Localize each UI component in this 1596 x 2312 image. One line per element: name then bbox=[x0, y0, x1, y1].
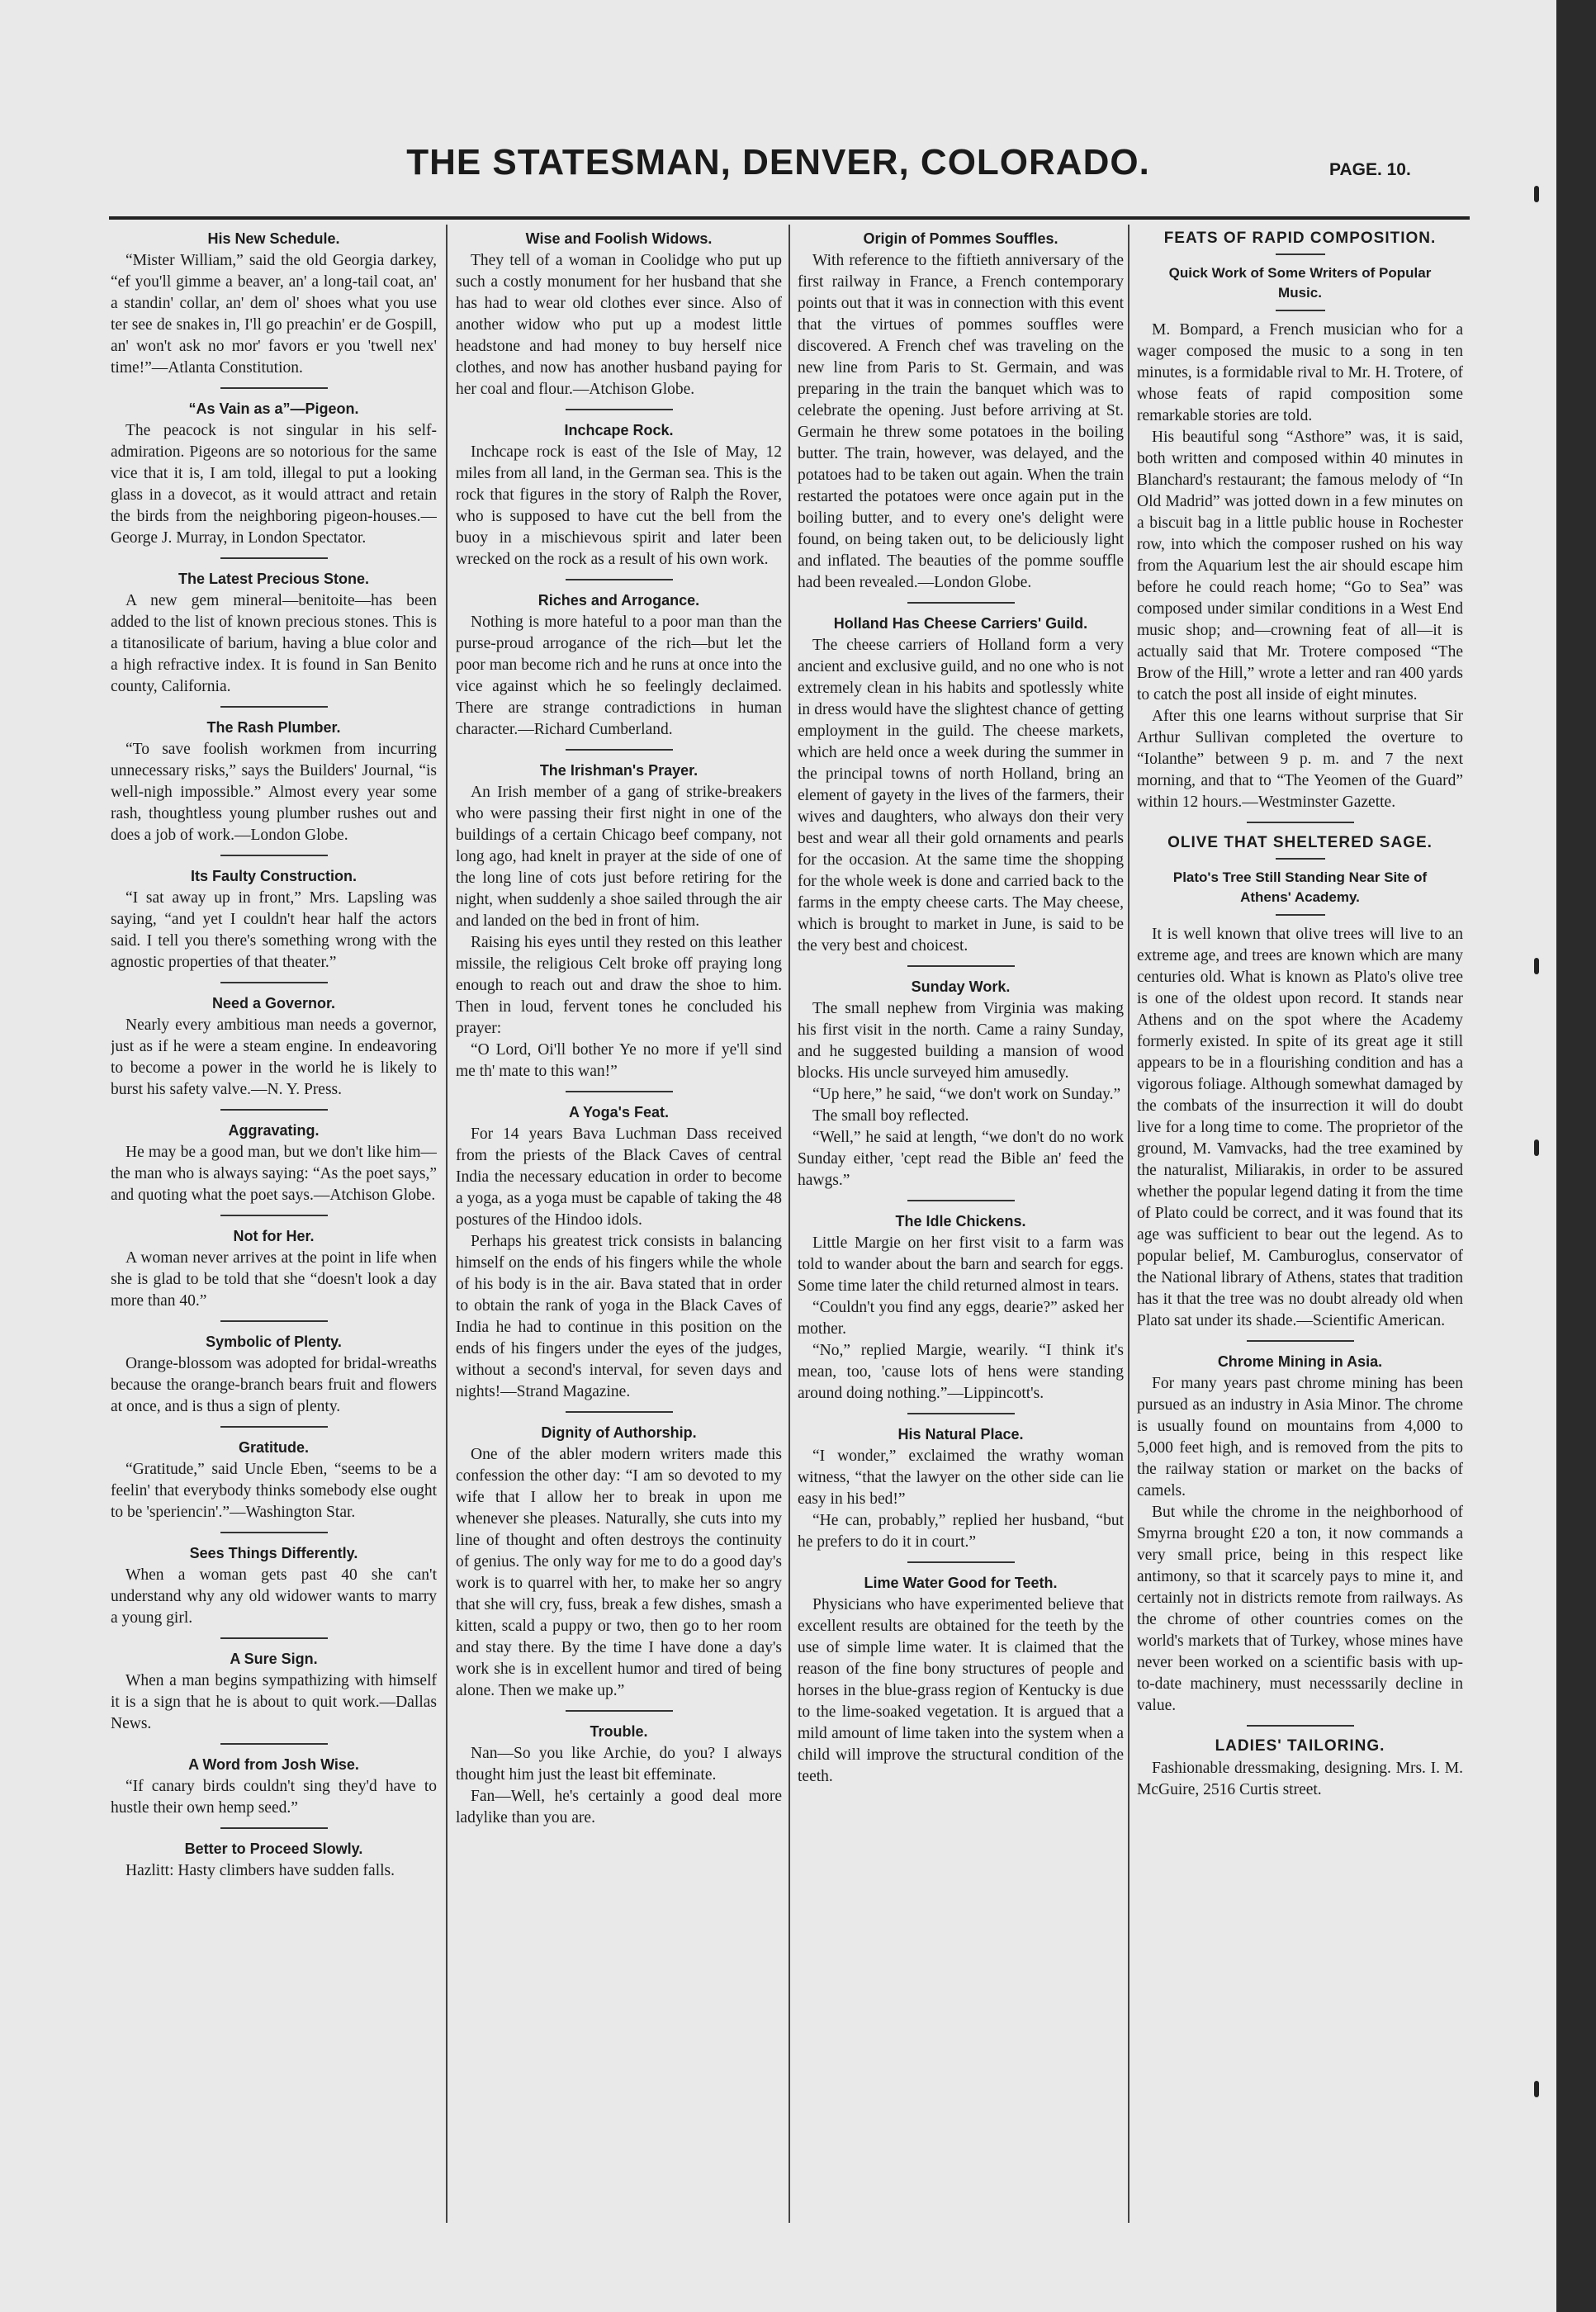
article-body bbox=[798, 1233, 1124, 1405]
article bbox=[111, 399, 437, 549]
article-separator bbox=[220, 982, 328, 983]
article-separator bbox=[1247, 1725, 1354, 1727]
article bbox=[798, 229, 1124, 594]
article-headline: His New Schedule. bbox=[207, 230, 340, 247]
article-paragraph: “He can, probably,” replied her husband, “but he prefers to do it in court.” bbox=[798, 1512, 1124, 1551]
article-body: “To save foolish workmen from incurring unnecessary risks,” says the Builders' Journal, “is well-nigh impossible.” Almost every year some rash, thoughtless young plumber rushes out and does a job of work.—London Globe. bbox=[111, 741, 437, 844]
column-4 bbox=[1137, 227, 1463, 2234]
article-body: When a woman gets past 40 she can't understand why any old widower wants to marry a young girl. bbox=[111, 1566, 437, 1627]
article-separator bbox=[566, 1710, 673, 1712]
article-separator bbox=[220, 1827, 328, 1829]
page-edge-mark bbox=[1534, 958, 1539, 974]
article-separator bbox=[907, 602, 1015, 604]
article-body: A new gem mineral—benitoite—has been added to the list of known precious stones. This is a titanosilicate of barium, having a blue color and a high refractive index. It is found in San Benito county, California. bbox=[111, 592, 437, 695]
article-headline: Symbolic of Plenty. bbox=[206, 1334, 342, 1350]
article-paragraph: “O Lord, Oi'll bother Ye no more if ye'll sind me th' mate to this wan!” bbox=[456, 1041, 782, 1080]
article bbox=[1137, 1736, 1463, 1801]
article bbox=[1137, 833, 1463, 1332]
article-separator bbox=[907, 1200, 1015, 1201]
article-headline: Sunday Work. bbox=[911, 978, 1011, 995]
article-paragraph: Fan—Well, he's certainly a good deal more ladylike than you are. bbox=[456, 1788, 782, 1826]
article-headline: The Irishman's Prayer. bbox=[539, 762, 699, 779]
article bbox=[111, 569, 437, 698]
article-separator bbox=[566, 749, 673, 751]
article bbox=[111, 1120, 437, 1206]
article-paragraph: An Irish member of a gang of strike-breakers who were passing their first night in one of the buildings of a certain Chicago beef company, not long ago, had knelt in prayer at the side of one of the long line of cots just before retiring for the night, when suddenly a shoe sailed through the air and landed on the bed in front of him. bbox=[456, 784, 782, 930]
article bbox=[111, 1839, 437, 1882]
article-headline: FEATS OF RAPID COMPOSITION. bbox=[1163, 230, 1437, 247]
article-paragraph: “Well,” he said at length, “we don't do no work Sunday either, 'cept read the Bible an' feed the hawgs.” bbox=[798, 1129, 1124, 1189]
article bbox=[456, 760, 782, 1083]
article-subheadline: Quick Work of Some Writers of Popular Music. bbox=[1168, 265, 1432, 301]
article-paragraph: M. Bompard, a French musician who for a wager composed the music to a song in ten minutes, is a formidable rival to Mr. H. Trotere, of whose feats of rapid composition some remarkable stories are told. bbox=[1137, 321, 1463, 424]
article-body bbox=[456, 782, 782, 1083]
article-separator bbox=[220, 1215, 328, 1216]
article-paragraph: But while the chrome in the neighborhood of Smyrna brought £20 a ton, it now commands a very small price, being in this respect like antimony, so that it scarcely pays to mine it, and certainly not in districts remote from railways. As the chrome of other countries comes on the world's markets that of Turkey, whose mines have never been worked on a scientific basis with up-to-date machinery, must necesssarily decline in value. bbox=[1137, 1504, 1463, 1714]
article bbox=[798, 1573, 1124, 1788]
article-body: The peacock is not singular in his self-admiration. Pigeons are so notorious for the same vice that it is, I am told, illegal to put a looking glass in a dovecot, as it would attract and retain the birds from the neighboring pigeon-houses.—George J. Murray, in London Spectator. bbox=[111, 422, 437, 547]
article-body: Nothing is more hateful to a poor man than the purse-proud arrogance of the rich—but let the poor man become rich and he runs at once into the vice against which he so feelingly declaimed. There are strange contradictions in human character.—Richard Cumberland. bbox=[456, 614, 782, 738]
article bbox=[798, 977, 1124, 1192]
article-body bbox=[798, 998, 1124, 1192]
article bbox=[111, 229, 437, 379]
article bbox=[456, 420, 782, 571]
article-headline: LADIES' TAILORING. bbox=[1215, 1737, 1385, 1755]
article-separator bbox=[566, 1091, 673, 1092]
article-headline: Riches and Arrogance. bbox=[538, 592, 700, 609]
article-separator bbox=[220, 1320, 328, 1322]
article-separator bbox=[566, 409, 673, 410]
article-paragraph: Little Margie on her first visit to a farm was told to wander about the barn and search for eggs. Some time later the child returned almost in tears. bbox=[798, 1234, 1124, 1295]
article-headline: Lime Water Good for Teeth. bbox=[864, 1575, 1058, 1591]
column-3 bbox=[798, 227, 1124, 2234]
article bbox=[798, 1211, 1124, 1405]
article-headline: A Sure Sign. bbox=[230, 1651, 318, 1667]
article-headline: Inchcape Rock. bbox=[564, 422, 674, 438]
article-headline: Need a Governor. bbox=[211, 995, 336, 1012]
article-paragraph: After this one learns without surprise that Sir Arthur Sullivan completed the overture to “Iolanthe” between 9 p. m. and 7 the next morning, and that to “The Yeomen of the Guard” within 12 hours.—Westminster Gazette. bbox=[1137, 708, 1463, 811]
article-separator bbox=[220, 1532, 328, 1533]
subheadline-rule bbox=[1276, 310, 1325, 311]
article-body: “Gratitude,” said Uncle Eben, “seems to be a feelin' that everybody thinks somebody else ought to be 'speriencin'.”—Washington Star. bbox=[111, 1461, 437, 1521]
article-body: Inchcape rock is east of the Isle of May, 12 miles from all land, in the German sea. This is the rock that figures in the story of Ralph the Rover, who is supposed to have cut the bell from the buoy in a mischievous spirit and later been wrecked on the rock as a result of his own work. bbox=[456, 443, 782, 568]
article-body bbox=[1137, 1373, 1463, 1717]
article bbox=[1137, 1352, 1463, 1717]
article bbox=[456, 1102, 782, 1403]
article-headline: Chrome Mining in Asia. bbox=[1217, 1353, 1383, 1370]
article-body: With reference to the fiftieth anniversary of the first railway in France, a French contemporary points out that it was in connection with this event that the virtues of pommes souffles were discovered. A French chef was traveling on the new line from Paris to St. Germain, and was preparing in the train the banquet which was to celebrate the opening. Just before arriving at St. Germain he threw some potatoes in the boiling butter. The train, however, was delayed, and the potatoes had to be taken out again. When the train restarted the potatoes were once again put in the boiling butter, and to every one's delight were found, on being taken out, to be deliciously light and inflated. The beauties of the pomme souffle had been revealed.—London Globe. bbox=[798, 252, 1124, 591]
article-headline: OLIVE THAT SHELTERED SAGE. bbox=[1167, 834, 1433, 851]
article-separator bbox=[220, 1426, 328, 1428]
article-headline: The Idle Chickens. bbox=[895, 1213, 1026, 1229]
article-headline: A Yoga's Feat. bbox=[569, 1104, 669, 1120]
article-body: Physicians who have experimented believe that excellent results are obtained for the teeth by the use of simple lime water. It is claimed that the reason of the fine bony structures of people and horses in the blue-grass region of Kentucky is due to the lime-soaked vegetation. It is argued that a mild amount of lime taken into the system when a child will improve the structural condition of the teeth. bbox=[798, 1596, 1124, 1785]
article-paragraph: “Up here,” he said, “we don't work on Sunday.” bbox=[812, 1086, 1121, 1103]
article-paragraph: For many years past chrome mining has been pursued as an industry in Asia Minor. The chrome is usually found on mountains from 4,000 to 5,000 feet high, and is removed from the pits to the railway station or market on the backs of camels. bbox=[1137, 1375, 1463, 1499]
article-body bbox=[798, 1446, 1124, 1553]
article-body: Fashionable dressmaking, designing. Mrs. I. M. McGuire, 2516 Curtis street. bbox=[1137, 1760, 1463, 1798]
newspaper-title: THE STATESMAN, DENVER, COLORADO. bbox=[406, 142, 1150, 182]
article bbox=[798, 1424, 1124, 1553]
article-headline: Dignity of Authorship. bbox=[541, 1424, 697, 1441]
headline-rule bbox=[1276, 858, 1325, 860]
page-number: PAGE. 10. bbox=[1329, 160, 1411, 179]
headline-rule bbox=[1276, 253, 1325, 255]
article-body: The cheese carriers of Holland form a very ancient and exclusive guild, and no one who is not extremely clean in his habits and spotlessly white in dress would have the slightest chance of getting employment in the guild. The cheese markets, which are held once a week during the summer in the principal towns of north Holland, bring an element of gayety in the lives of the farmers, their wives and daughters, who always don their very best and wear all their gold ornaments and pearls for the occasion. At the same time the shopping for the whole week is done and carried back to the farms in the empty cheese carts. The May cheese, which is brought to market in June, is said to be the very best and choicest. bbox=[798, 637, 1124, 955]
article-paragraph: His beautiful song “Asthore” was, it is said, both written and composed within 40 minutes in Blanchard's restaurant; the famous melody of “In Old Madrid” was jotted down in a few minutes on a biscuit bag in a little public house in Rochester row, into which the composer rushed on his way from the Aquarium lest the air should escape him before he could reach home; “Go to Sea” was composed under similar conditions in a West End music shop; and—crowning feat of all—it is actually said that Mr. Trotere composed “The Brow of the Hill,” wrote a letter and ran 400 yards to catch the post all inside of eight minutes. bbox=[1137, 429, 1463, 704]
article-body: He may be a good man, but we don't like him—the man who is always saying: “As the poet says,” and quoting what the poet says.—Atchison Globe. bbox=[111, 1144, 437, 1204]
article-body: One of the abler modern writers made this confession the other day: “I am so devoted to my wife that I allow her to break in upon me whenever she pleases. Naturally, she cuts into my line of thought and often destroys the continuity of genius. The only way for me to do a good day's work is to quarrel with her, to make her so angry that she will cry, fuss, break a few dishes, smash a kitten, scald a puppy or two, then go to her room and stay there. By the time I have done a day's work she is in excellent humor and tired of being alone. Then we make up.” bbox=[456, 1446, 782, 1699]
article-headline: Better to Proceed Slowly. bbox=[184, 1841, 363, 1857]
article bbox=[111, 1332, 437, 1418]
article-paragraph: “No,” replied Margie, wearily. “I think it's mean, too, 'cause lots of hens were standing around doing nothing.”—Lippincott's. bbox=[798, 1342, 1124, 1402]
subheadline-rule bbox=[1276, 914, 1325, 916]
article-headline: Holland Has Cheese Carriers' Guild. bbox=[833, 615, 1088, 632]
column-divider bbox=[446, 225, 448, 2223]
article-separator bbox=[220, 387, 328, 389]
article-paragraph: “I wonder,” exclaimed the wrathy woman witness, “that the lawyer on the other side can lie easy in his bed!” bbox=[798, 1447, 1124, 1508]
article bbox=[1137, 229, 1463, 813]
column-divider bbox=[1128, 225, 1130, 2223]
article-headline: The Rash Plumber. bbox=[206, 719, 341, 736]
article-separator bbox=[566, 579, 673, 580]
article bbox=[111, 1438, 437, 1523]
article-headline: His Natural Place. bbox=[897, 1426, 1024, 1443]
article bbox=[111, 1543, 437, 1629]
article-body: When a man begins sympathizing with himself it is a sign that he is about to quit work.—Dallas News. bbox=[111, 1672, 437, 1732]
article-headline: Wise and Foolish Widows. bbox=[525, 230, 713, 247]
article-separator bbox=[220, 855, 328, 856]
article-separator bbox=[1247, 1340, 1354, 1342]
article-body: It is well known that olive trees will live to an extreme age, and trees are known which are many centuries old. What is known as Plato's olive tree is one of the oldest upon record. It stands near Athens and on the spot where the Academy formerly existed. In spite of its great age it still appears to be in a flourishing condition and has a vigorous foliage. Although somewhat damaged by the combats of the insurrection it will do doubt live for a long time to come. The proprietor of the ground, M. Vamvacks, had the tree examined by the naturalist, Miliarakis, in order to be assured whether the popular legend dating it from the time of Plato could be correct, and it was found that its age was sufficient to bear out the legend. As to popular belief, M. Camburoglus, conservator of the National library of Athens, states that tradition has it that the tree was no doubt already old when Plato sat under its shade.—Scientific American. bbox=[1137, 926, 1463, 1329]
article bbox=[111, 1755, 437, 1819]
article-body bbox=[1137, 320, 1463, 813]
column-divider bbox=[789, 225, 790, 2223]
article-paragraph: The small boy reflected. bbox=[812, 1107, 969, 1125]
article-subheadline: Plato's Tree Still Standing Near Site of Athens' Academy. bbox=[1172, 869, 1428, 905]
article-body bbox=[456, 1743, 782, 1829]
page-edge-mark bbox=[1534, 186, 1539, 202]
article bbox=[111, 718, 437, 846]
column-1 bbox=[111, 227, 437, 2234]
article bbox=[111, 1226, 437, 1312]
article-body: Orange-blossom was adopted for bridal-wreaths because the orange-branch bears fruit and flowers at once, and is thus a sign of plenty. bbox=[111, 1355, 437, 1415]
article-separator bbox=[566, 1411, 673, 1413]
article-paragraph: “Couldn't you find any eggs, dearie?” asked her mother. bbox=[798, 1299, 1124, 1338]
article-headline: The Latest Precious Stone. bbox=[178, 571, 370, 587]
article bbox=[798, 614, 1124, 957]
article bbox=[111, 866, 437, 974]
article-headline: Its Faulty Construction. bbox=[190, 868, 357, 884]
article-headline: Sees Things Differently. bbox=[189, 1545, 358, 1561]
article-headline: Origin of Pommes Souffles. bbox=[863, 230, 1058, 247]
article-separator bbox=[220, 557, 328, 559]
article-headline: Not for Her. bbox=[233, 1228, 315, 1244]
column-2 bbox=[456, 227, 782, 2234]
header-rule bbox=[109, 216, 1470, 220]
article-paragraph: Raising his eyes until they rested on this leather missile, the religious Celt broke off praying long enough to reach out and draw the shoe to him. Then in loud, fervent tones he concluded his prayer: bbox=[456, 934, 782, 1037]
article-headline: Gratitude. bbox=[238, 1439, 309, 1456]
page-edge-mark bbox=[1534, 1139, 1539, 1156]
article-body: “If canary birds couldn't sing they'd have to hustle their own hemp seed.” bbox=[111, 1778, 437, 1817]
article-separator bbox=[220, 1109, 328, 1111]
article-separator bbox=[220, 1637, 328, 1639]
article-headline: “As Vain as a”—Pigeon. bbox=[188, 400, 359, 417]
article bbox=[456, 590, 782, 741]
article-separator bbox=[220, 1743, 328, 1745]
article-body: “I sat away up in front,” Mrs. Lapsling was saying, “and yet I couldn't hear half the actors said. I tell you there's something wrong with the agnostic properties of that theater.” bbox=[111, 889, 437, 971]
masthead bbox=[0, 142, 1556, 208]
article-body: A woman never arrives at the point in life when she is glad to be told that she “doesn't look a day more than 40.” bbox=[111, 1249, 437, 1310]
article bbox=[111, 1649, 437, 1735]
article-body bbox=[456, 1124, 782, 1403]
article-body: Nearly every ambitious man needs a governor, just as if he were a steam engine. In endeavoring to become a power in the world he is likely to burst his safety valve.—N. Y. Press. bbox=[111, 1016, 437, 1098]
article-separator bbox=[1247, 822, 1354, 823]
article-separator bbox=[907, 1561, 1015, 1563]
article-paragraph: The small nephew from Virginia was making his first visit in the north. Came a rainy Sunday, and he suggested building a mansion of wood blocks. His uncle surveyed him amusedly. bbox=[798, 1000, 1124, 1082]
article-separator bbox=[220, 706, 328, 708]
article-headline: Aggravating. bbox=[228, 1122, 320, 1139]
article-separator bbox=[907, 965, 1015, 967]
article bbox=[456, 229, 782, 400]
article-headline: A Word from Josh Wise. bbox=[188, 1756, 359, 1773]
article-paragraph: Nan—So you like Archie, do you? I always thought him just the least bit effeminate. bbox=[456, 1745, 782, 1784]
article-body: “Mister William,” said the old Georgia darkey, “ef you'll gimme a beaver, an' a long-tail coat, an' a standin' collar, an' dem ol' shoes what you use ter see de snakes in, I'll go preachin' er de Gospill, an' won't ask no mor' favors er you 'twell nex' time!”—Atlanta Constitution. bbox=[111, 252, 437, 377]
article-paragraph: Perhaps his greatest trick consists in balancing himself on the ends of his fingers while the whole of his body is in the air. Bava stated that in order to obtain the rank of yoga in the Black Caves of India he had to continue in this position on the ends of his fingers under the eyes of the judges, without a second's interval, for seven days and nights!—Strand Magazine. bbox=[456, 1233, 782, 1400]
page-edge-mark bbox=[1534, 2081, 1539, 2097]
article-body: They tell of a woman in Coolidge who put up such a costly monument for her husband that she has had to wear old clothes ever since. Also of another widow who put up a modest little headstone and had money to buy herself nice clothes, and now has another husband paying for her coal and flour.—Atchison Globe. bbox=[456, 252, 782, 398]
article bbox=[456, 1423, 782, 1702]
article-paragraph: For 14 years Bava Luchman Dass received from the priests of the Black Caves of central India the necessary education in order to become a yoga, as a yoga must be capable of taking the 48 postures of the Hindoo idols. bbox=[456, 1125, 782, 1229]
article-body: Hazlitt: Hasty climbers have sudden falls. bbox=[126, 1862, 395, 1879]
article bbox=[111, 993, 437, 1101]
article bbox=[456, 1722, 782, 1829]
article-separator bbox=[907, 1413, 1015, 1414]
article-headline: Trouble. bbox=[590, 1723, 648, 1740]
